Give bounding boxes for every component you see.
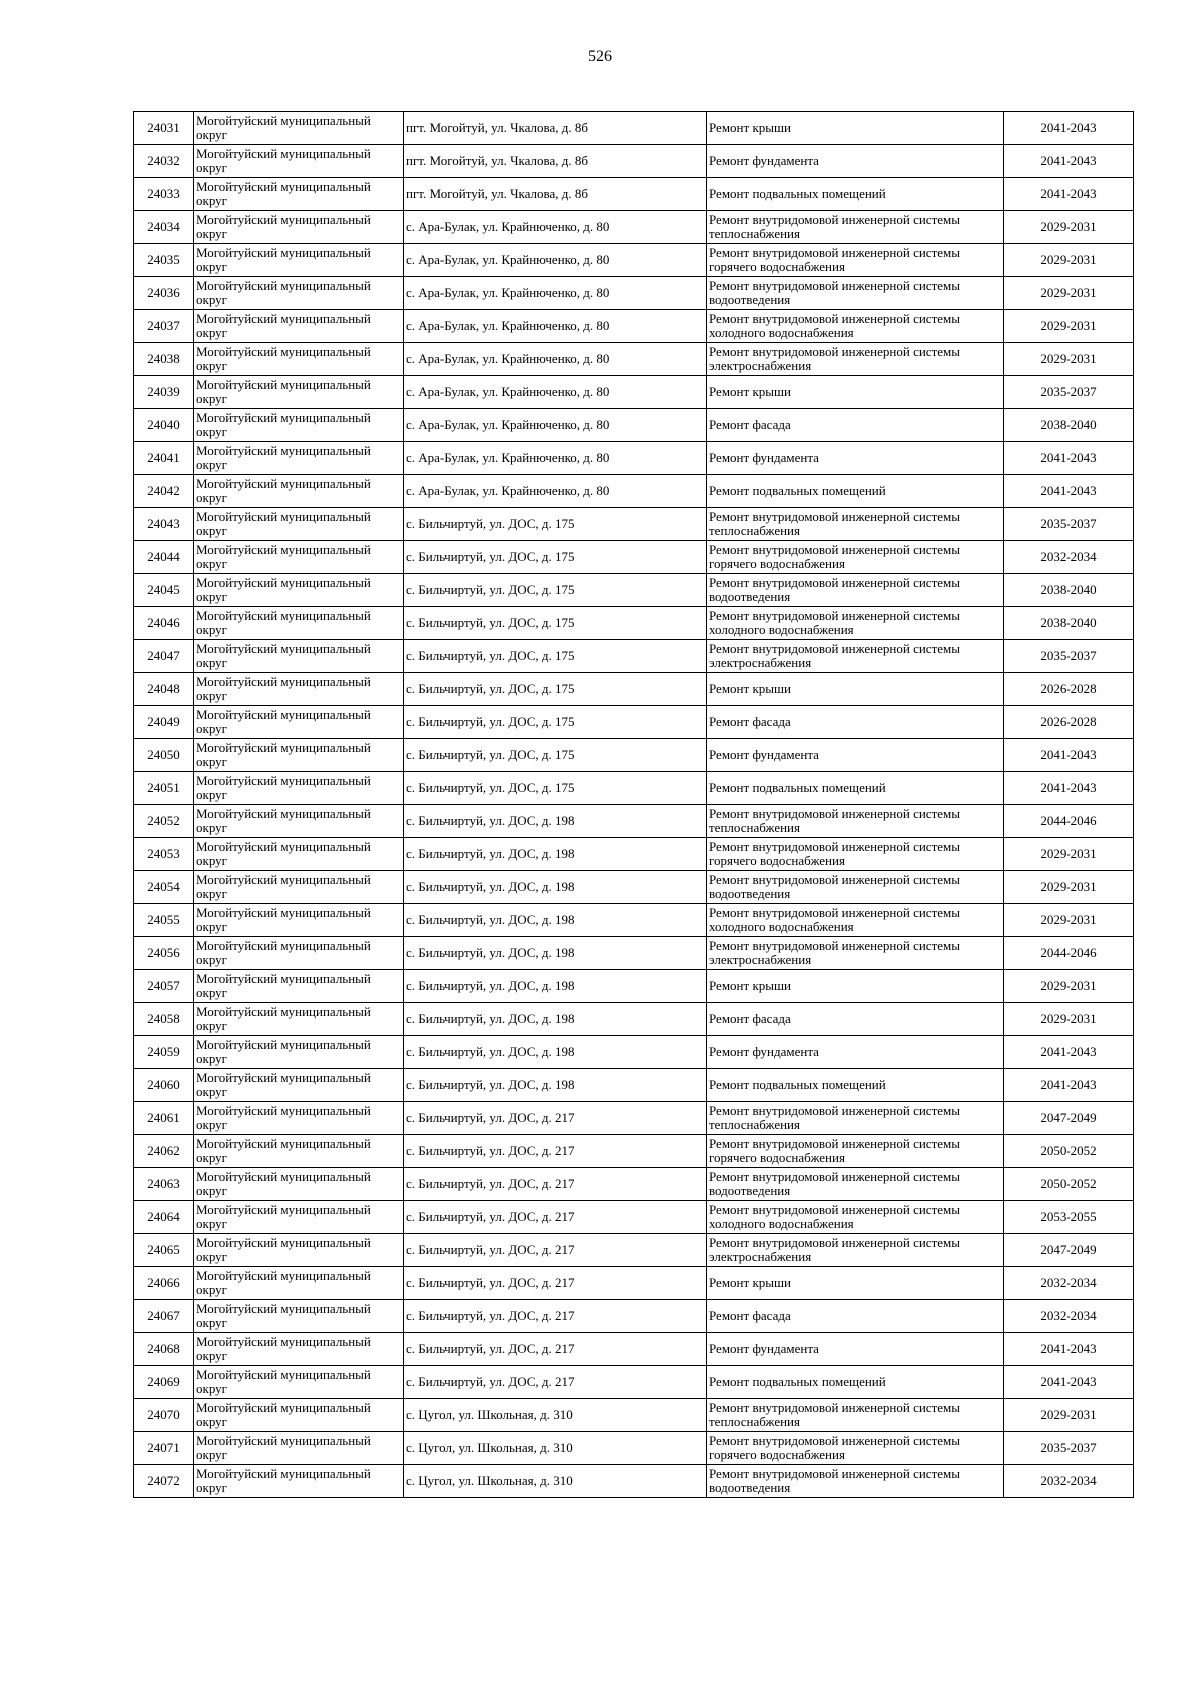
table-row: [134, 937, 1134, 970]
period-cell: 2041-2043: [1004, 1366, 1134, 1399]
address-cell: с. Бильчиртуй, ул. ДОС, д. 217: [404, 1135, 707, 1168]
period-cell: 2035-2037: [1004, 376, 1134, 409]
work-type-cell: Ремонт внутридомовой инженерной системы водоотведения: [707, 574, 1004, 607]
row-number: 24059: [134, 1036, 194, 1069]
table-row: [134, 1465, 1134, 1498]
period-cell: 2041-2043: [1004, 1069, 1134, 1102]
work-type-cell: Ремонт внутридомовой инженерной системы водоотведения: [707, 871, 1004, 904]
row-number: 24033: [134, 178, 194, 211]
row-number: 24040: [134, 409, 194, 442]
address-cell: с. Бильчиртуй, ул. ДОС, д. 217: [404, 1168, 707, 1201]
municipality-cell: Могойтуйский муниципальный округ: [194, 904, 404, 937]
period-cell: 2026-2028: [1004, 706, 1134, 739]
row-number: 24056: [134, 937, 194, 970]
row-number: 24039: [134, 376, 194, 409]
period-cell: 2029-2031: [1004, 871, 1134, 904]
period-cell: 2032-2034: [1004, 1465, 1134, 1498]
work-type-cell: Ремонт внутридомовой инженерной системы электроснабжения: [707, 640, 1004, 673]
table-row: [134, 376, 1134, 409]
municipality-cell: Могойтуйский муниципальный округ: [194, 1135, 404, 1168]
table-row: [134, 1102, 1134, 1135]
table-row: [134, 1201, 1134, 1234]
municipality-cell: Могойтуйский муниципальный округ: [194, 112, 404, 145]
address-cell: с. Бильчиртуй, ул. ДОС, д. 175: [404, 739, 707, 772]
municipality-cell: Могойтуйский муниципальный округ: [194, 376, 404, 409]
period-cell: 2029-2031: [1004, 970, 1134, 1003]
period-cell: 2047-2049: [1004, 1102, 1134, 1135]
table-row: [134, 145, 1134, 178]
period-cell: 2044-2046: [1004, 937, 1134, 970]
row-number: 24066: [134, 1267, 194, 1300]
repair-schedule-table: [133, 111, 1134, 1498]
row-number: 24061: [134, 1102, 194, 1135]
table-row: [134, 1069, 1134, 1102]
period-cell: 2029-2031: [1004, 211, 1134, 244]
work-type-cell: Ремонт фасада: [707, 1300, 1004, 1333]
work-type-cell: Ремонт внутридомовой инженерной системы водоотведения: [707, 1465, 1004, 1498]
work-type-cell: Ремонт внутридомовой инженерной системы горячего водоснабжения: [707, 838, 1004, 871]
table-row: [134, 475, 1134, 508]
period-cell: 2029-2031: [1004, 1399, 1134, 1432]
row-number: 24045: [134, 574, 194, 607]
period-cell: 2041-2043: [1004, 1333, 1134, 1366]
table-row: [134, 574, 1134, 607]
address-cell: с. Бильчиртуй, ул. ДОС, д. 198: [404, 1069, 707, 1102]
address-cell: с. Бильчиртуй, ул. ДОС, д. 217: [404, 1234, 707, 1267]
address-cell: с. Ара-Булак, ул. Крайнюченко, д. 80: [404, 409, 707, 442]
period-cell: 2032-2034: [1004, 1267, 1134, 1300]
row-number: 24047: [134, 640, 194, 673]
address-cell: с. Бильчиртуй, ул. ДОС, д. 175: [404, 640, 707, 673]
table-body: [134, 112, 1134, 1498]
municipality-cell: Могойтуйский муниципальный округ: [194, 211, 404, 244]
table-row: [134, 277, 1134, 310]
municipality-cell: Могойтуйский муниципальный округ: [194, 1069, 404, 1102]
work-type-cell: Ремонт внутридомовой инженерной системы электроснабжения: [707, 1234, 1004, 1267]
address-cell: с. Ара-Булак, ул. Крайнюченко, д. 80: [404, 310, 707, 343]
municipality-cell: Могойтуйский муниципальный округ: [194, 1300, 404, 1333]
row-number: 24046: [134, 607, 194, 640]
municipality-cell: Могойтуйский муниципальный округ: [194, 541, 404, 574]
row-number: 24031: [134, 112, 194, 145]
municipality-cell: Могойтуйский муниципальный округ: [194, 1003, 404, 1036]
work-type-cell: Ремонт внутридомовой инженерной системы водоотведения: [707, 277, 1004, 310]
municipality-cell: Могойтуйский муниципальный округ: [194, 937, 404, 970]
work-type-cell: Ремонт крыши: [707, 673, 1004, 706]
work-type-cell: Ремонт внутридомовой инженерной системы электроснабжения: [707, 343, 1004, 376]
municipality-cell: Могойтуйский муниципальный округ: [194, 178, 404, 211]
municipality-cell: Могойтуйский муниципальный округ: [194, 805, 404, 838]
work-type-cell: Ремонт внутридомовой инженерной системы теплоснабжения: [707, 805, 1004, 838]
municipality-cell: Могойтуйский муниципальный округ: [194, 1465, 404, 1498]
row-number: 24067: [134, 1300, 194, 1333]
row-number: 24068: [134, 1333, 194, 1366]
row-number: 24060: [134, 1069, 194, 1102]
address-cell: с. Бильчиртуй, ул. ДОС, д. 198: [404, 937, 707, 970]
address-cell: с. Цугол, ул. Школьная, д. 310: [404, 1399, 707, 1432]
period-cell: 2035-2037: [1004, 640, 1134, 673]
address-cell: с. Бильчиртуй, ул. ДОС, д. 217: [404, 1366, 707, 1399]
table-row: [134, 640, 1134, 673]
row-number: 24071: [134, 1432, 194, 1465]
row-number: 24072: [134, 1465, 194, 1498]
work-type-cell: Ремонт внутридомовой инженерной системы холодного водоснабжения: [707, 310, 1004, 343]
table-row: [134, 1366, 1134, 1399]
municipality-cell: Могойтуйский муниципальный округ: [194, 475, 404, 508]
address-cell: с. Бильчиртуй, ул. ДОС, д. 198: [404, 838, 707, 871]
address-cell: с. Бильчиртуй, ул. ДОС, д. 198: [404, 1036, 707, 1069]
municipality-cell: Могойтуйский муниципальный округ: [194, 508, 404, 541]
period-cell: 2029-2031: [1004, 310, 1134, 343]
work-type-cell: Ремонт крыши: [707, 970, 1004, 1003]
row-number: 24038: [134, 343, 194, 376]
page-number: 526: [588, 48, 612, 65]
work-type-cell: Ремонт фундамента: [707, 145, 1004, 178]
address-cell: с. Бильчиртуй, ул. ДОС, д. 175: [404, 508, 707, 541]
municipality-cell: Могойтуйский муниципальный округ: [194, 442, 404, 475]
row-number: 24054: [134, 871, 194, 904]
table-row: [134, 310, 1134, 343]
address-cell: пгт. Могойтуй, ул. Чкалова, д. 8б: [404, 145, 707, 178]
period-cell: 2041-2043: [1004, 442, 1134, 475]
work-type-cell: Ремонт внутридомовой инженерной системы теплоснабжения: [707, 1399, 1004, 1432]
period-cell: 2047-2049: [1004, 1234, 1134, 1267]
row-number: 24041: [134, 442, 194, 475]
address-cell: с. Бильчиртуй, ул. ДОС, д. 217: [404, 1333, 707, 1366]
table-row: [134, 442, 1134, 475]
row-number: 24064: [134, 1201, 194, 1234]
municipality-cell: Могойтуйский муниципальный округ: [194, 640, 404, 673]
table-row: [134, 1135, 1134, 1168]
municipality-cell: Могойтуйский муниципальный округ: [194, 1333, 404, 1366]
municipality-cell: Могойтуйский муниципальный округ: [194, 145, 404, 178]
table-row: [134, 904, 1134, 937]
period-cell: 2050-2052: [1004, 1135, 1134, 1168]
row-number: 24044: [134, 541, 194, 574]
table-row: [134, 244, 1134, 277]
table-row: [134, 607, 1134, 640]
municipality-cell: Могойтуйский муниципальный округ: [194, 343, 404, 376]
address-cell: с. Цугол, ул. Школьная, д. 310: [404, 1465, 707, 1498]
period-cell: 2050-2052: [1004, 1168, 1134, 1201]
table-row: [134, 805, 1134, 838]
address-cell: с. Ара-Булак, ул. Крайнюченко, д. 80: [404, 343, 707, 376]
table-row: [134, 112, 1134, 145]
municipality-cell: Могойтуйский муниципальный округ: [194, 673, 404, 706]
work-type-cell: Ремонт фундамента: [707, 1333, 1004, 1366]
table-row: [134, 211, 1134, 244]
row-number: 24070: [134, 1399, 194, 1432]
address-cell: с. Бильчиртуй, ул. ДОС, д. 217: [404, 1201, 707, 1234]
municipality-cell: Могойтуйский муниципальный округ: [194, 739, 404, 772]
period-cell: 2041-2043: [1004, 739, 1134, 772]
work-type-cell: Ремонт подвальных помещений: [707, 1366, 1004, 1399]
table-row: [134, 1234, 1134, 1267]
row-number: 24062: [134, 1135, 194, 1168]
table-row: [134, 508, 1134, 541]
row-number: 24049: [134, 706, 194, 739]
work-type-cell: Ремонт внутридомовой инженерной системы теплоснабжения: [707, 508, 1004, 541]
table-row: [134, 1267, 1134, 1300]
period-cell: 2041-2043: [1004, 178, 1134, 211]
table-row: [134, 178, 1134, 211]
period-cell: 2041-2043: [1004, 475, 1134, 508]
municipality-cell: Могойтуйский муниципальный округ: [194, 1036, 404, 1069]
address-cell: с. Ара-Булак, ул. Крайнюченко, д. 80: [404, 475, 707, 508]
work-type-cell: Ремонт подвальных помещений: [707, 772, 1004, 805]
work-type-cell: Ремонт внутридомовой инженерной системы горячего водоснабжения: [707, 244, 1004, 277]
municipality-cell: Могойтуйский муниципальный округ: [194, 277, 404, 310]
period-cell: 2029-2031: [1004, 277, 1134, 310]
row-number: 24032: [134, 145, 194, 178]
row-number: 24065: [134, 1234, 194, 1267]
address-cell: с. Бильчиртуй, ул. ДОС, д. 198: [404, 805, 707, 838]
row-number: 24034: [134, 211, 194, 244]
work-type-cell: Ремонт внутридомовой инженерной системы электроснабжения: [707, 937, 1004, 970]
municipality-cell: Могойтуйский муниципальный округ: [194, 1201, 404, 1234]
municipality-cell: Могойтуйский муниципальный округ: [194, 1168, 404, 1201]
work-type-cell: Ремонт внутридомовой инженерной системы теплоснабжения: [707, 1102, 1004, 1135]
table-row: [134, 970, 1134, 1003]
address-cell: с. Бильчиртуй, ул. ДОС, д. 198: [404, 904, 707, 937]
period-cell: 2041-2043: [1004, 1036, 1134, 1069]
municipality-cell: Могойтуйский муниципальный округ: [194, 409, 404, 442]
table-row: [134, 1036, 1134, 1069]
row-number: 24052: [134, 805, 194, 838]
municipality-cell: Могойтуйский муниципальный округ: [194, 1399, 404, 1432]
table-row: [134, 1432, 1134, 1465]
table-row: [134, 739, 1134, 772]
period-cell: 2029-2031: [1004, 343, 1134, 376]
work-type-cell: Ремонт внутридомовой инженерной системы горячего водоснабжения: [707, 1135, 1004, 1168]
address-cell: с. Ара-Булак, ул. Крайнюченко, д. 80: [404, 211, 707, 244]
work-type-cell: Ремонт внутридомовой инженерной системы горячего водоснабжения: [707, 541, 1004, 574]
work-type-cell: Ремонт внутридомовой инженерной системы холодного водоснабжения: [707, 904, 1004, 937]
work-type-cell: Ремонт фундамента: [707, 1036, 1004, 1069]
period-cell: 2038-2040: [1004, 409, 1134, 442]
period-cell: 2041-2043: [1004, 145, 1134, 178]
address-cell: с. Ара-Булак, ул. Крайнюченко, д. 80: [404, 277, 707, 310]
period-cell: 2032-2034: [1004, 1300, 1134, 1333]
municipality-cell: Могойтуйский муниципальный округ: [194, 244, 404, 277]
period-cell: 2026-2028: [1004, 673, 1134, 706]
period-cell: 2038-2040: [1004, 607, 1134, 640]
municipality-cell: Могойтуйский муниципальный округ: [194, 970, 404, 1003]
work-type-cell: Ремонт внутридомовой инженерной системы горячего водоснабжения: [707, 1432, 1004, 1465]
address-cell: с. Бильчиртуй, ул. ДОС, д. 198: [404, 871, 707, 904]
work-type-cell: Ремонт внутридомовой инженерной системы водоотведения: [707, 1168, 1004, 1201]
address-cell: с. Бильчиртуй, ул. ДОС, д. 217: [404, 1102, 707, 1135]
row-number: 24048: [134, 673, 194, 706]
work-type-cell: Ремонт фасада: [707, 409, 1004, 442]
address-cell: с. Бильчиртуй, ул. ДОС, д. 175: [404, 706, 707, 739]
period-cell: 2032-2034: [1004, 541, 1134, 574]
municipality-cell: Могойтуйский муниципальный округ: [194, 1267, 404, 1300]
address-cell: с. Бильчиртуй, ул. ДОС, д. 175: [404, 607, 707, 640]
work-type-cell: Ремонт фундамента: [707, 739, 1004, 772]
address-cell: с. Бильчиртуй, ул. ДОС, д. 217: [404, 1300, 707, 1333]
work-type-cell: Ремонт фасада: [707, 1003, 1004, 1036]
address-cell: с. Бильчиртуй, ул. ДОС, д. 198: [404, 1003, 707, 1036]
row-number: 24057: [134, 970, 194, 1003]
table-row: [134, 1300, 1134, 1333]
row-number: 24043: [134, 508, 194, 541]
municipality-cell: Могойтуйский муниципальный округ: [194, 607, 404, 640]
row-number: 24036: [134, 277, 194, 310]
work-type-cell: Ремонт крыши: [707, 376, 1004, 409]
address-cell: с. Ара-Булак, ул. Крайнюченко, д. 80: [404, 442, 707, 475]
period-cell: 2038-2040: [1004, 574, 1134, 607]
municipality-cell: Могойтуйский муниципальный округ: [194, 1432, 404, 1465]
municipality-cell: Могойтуйский муниципальный округ: [194, 871, 404, 904]
work-type-cell: Ремонт подвальных помещений: [707, 178, 1004, 211]
row-number: 24037: [134, 310, 194, 343]
row-number: 24053: [134, 838, 194, 871]
table-row: [134, 1333, 1134, 1366]
work-type-cell: Ремонт фундамента: [707, 442, 1004, 475]
table-row: [134, 838, 1134, 871]
municipality-cell: Могойтуйский муниципальный округ: [194, 706, 404, 739]
row-number: 24042: [134, 475, 194, 508]
address-cell: с. Бильчиртуй, ул. ДОС, д. 175: [404, 574, 707, 607]
work-type-cell: Ремонт внутридомовой инженерной системы холодного водоснабжения: [707, 607, 1004, 640]
period-cell: 2029-2031: [1004, 1003, 1134, 1036]
work-type-cell: Ремонт подвальных помещений: [707, 1069, 1004, 1102]
table-row: [134, 673, 1134, 706]
work-type-cell: Ремонт подвальных помещений: [707, 475, 1004, 508]
address-cell: с. Бильчиртуй, ул. ДОС, д. 175: [404, 541, 707, 574]
table-row: [134, 343, 1134, 376]
row-number: 24051: [134, 772, 194, 805]
period-cell: 2041-2043: [1004, 112, 1134, 145]
municipality-cell: Могойтуйский муниципальный округ: [194, 772, 404, 805]
period-cell: 2029-2031: [1004, 838, 1134, 871]
row-number: 24069: [134, 1366, 194, 1399]
period-cell: 2035-2037: [1004, 1432, 1134, 1465]
work-type-cell: Ремонт внутридомовой инженерной системы холодного водоснабжения: [707, 1201, 1004, 1234]
table-row: [134, 871, 1134, 904]
address-cell: с. Ара-Булак, ул. Крайнюченко, д. 80: [404, 376, 707, 409]
municipality-cell: Могойтуйский муниципальный округ: [194, 838, 404, 871]
address-cell: с. Бильчиртуй, ул. ДОС, д. 217: [404, 1267, 707, 1300]
table-row: [134, 1168, 1134, 1201]
table-row: [134, 409, 1134, 442]
table-row: [134, 706, 1134, 739]
row-number: 24055: [134, 904, 194, 937]
row-number: 24035: [134, 244, 194, 277]
municipality-cell: Могойтуйский муниципальный округ: [194, 1102, 404, 1135]
period-cell: 2044-2046: [1004, 805, 1134, 838]
address-cell: с. Бильчиртуй, ул. ДОС, д. 175: [404, 772, 707, 805]
table-row: [134, 1399, 1134, 1432]
municipality-cell: Могойтуйский муниципальный округ: [194, 574, 404, 607]
row-number: 24063: [134, 1168, 194, 1201]
period-cell: 2035-2037: [1004, 508, 1134, 541]
period-cell: 2041-2043: [1004, 772, 1134, 805]
period-cell: 2053-2055: [1004, 1201, 1134, 1234]
address-cell: с. Цугол, ул. Школьная, д. 310: [404, 1432, 707, 1465]
address-cell: пгт. Могойтуй, ул. Чкалова, д. 8б: [404, 178, 707, 211]
work-type-cell: Ремонт внутридомовой инженерной системы теплоснабжения: [707, 211, 1004, 244]
table-row: [134, 772, 1134, 805]
work-type-cell: Ремонт крыши: [707, 112, 1004, 145]
address-cell: с. Бильчиртуй, ул. ДОС, д. 175: [404, 673, 707, 706]
municipality-cell: Могойтуйский муниципальный округ: [194, 1366, 404, 1399]
row-number: 24050: [134, 739, 194, 772]
address-cell: с. Ара-Булак, ул. Крайнюченко, д. 80: [404, 244, 707, 277]
period-cell: 2029-2031: [1004, 904, 1134, 937]
row-number: 24058: [134, 1003, 194, 1036]
work-type-cell: Ремонт фасада: [707, 706, 1004, 739]
work-type-cell: Ремонт крыши: [707, 1267, 1004, 1300]
municipality-cell: Могойтуйский муниципальный округ: [194, 1234, 404, 1267]
table-row: [134, 1003, 1134, 1036]
address-cell: с. Бильчиртуй, ул. ДОС, д. 198: [404, 970, 707, 1003]
municipality-cell: Могойтуйский муниципальный округ: [194, 310, 404, 343]
table-row: [134, 541, 1134, 574]
address-cell: пгт. Могойтуй, ул. Чкалова, д. 8б: [404, 112, 707, 145]
period-cell: 2029-2031: [1004, 244, 1134, 277]
